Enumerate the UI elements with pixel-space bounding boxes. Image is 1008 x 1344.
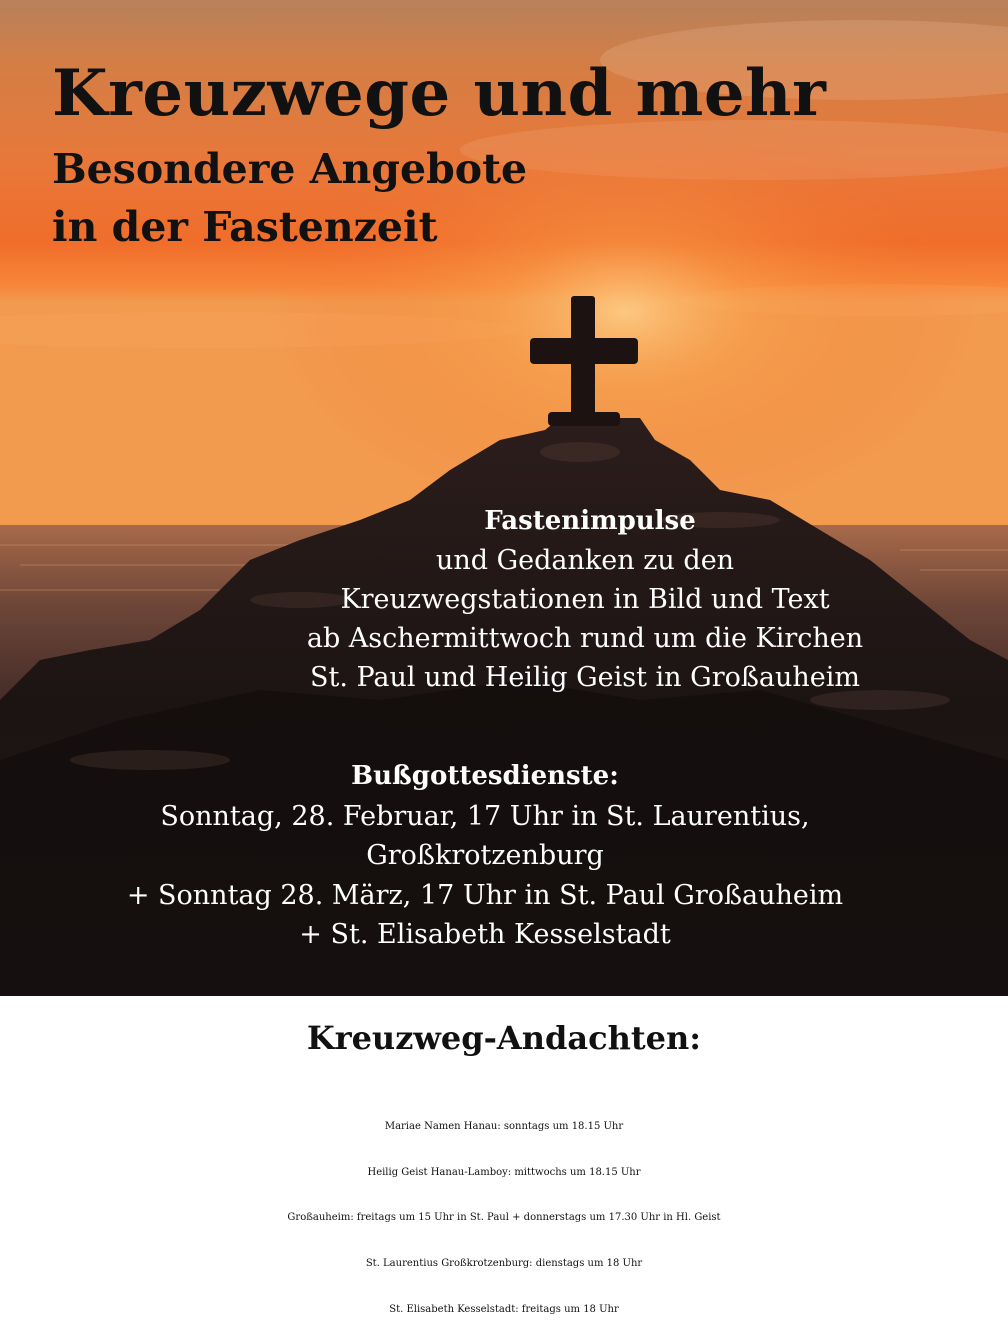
fastenimpulse-line: ab Aschermittwoch rund um die Kirchen: [306, 623, 864, 654]
fastenimpulse-line: St. Paul und Heilig Geist in Großauheim: [309, 662, 861, 693]
fastenimpulse-line: Kreuzwegstationen in Bild und Text: [340, 584, 830, 615]
kreuzweg-item: St. Elisabeth Kesselstadt: freitags um 18 Uhr: [389, 1303, 619, 1315]
fastenimpulse-heading: Fastenimpulse: [484, 506, 696, 536]
bussgottesdienste-line: Großkrotzenburg: [366, 840, 604, 871]
kreuzweg-list: [0, 1104, 1008, 1333]
bussgottesdienste-section: [80, 757, 890, 955]
kreuzweg-item: Mariae Namen Hanau: sonntags um 18.15 Uhr: [384, 1121, 624, 1132]
bussgottesdienste-line: + St. Elisabeth Kesselstadt: [299, 919, 671, 950]
bussgottesdienste-line: Sonntag, 28. Februar, 17 Uhr in St. Laurentius,: [160, 800, 810, 832]
subtitle-line: Besondere Angebote: [52, 145, 528, 193]
fastenimpulse-section: [230, 502, 940, 697]
subtitle-line: in der Fastenzeit: [52, 203, 438, 251]
bussgottesdienste-line: + Sonntag 28. März, 17 Uhr in St. Paul Großauheim: [126, 879, 844, 911]
kreuzweg-item: Heilig Geist Hanau-Lamboy: mittwochs um 18.15 Uhr: [367, 1166, 641, 1178]
fastenimpulse-line: und Gedanken zu den: [435, 545, 735, 576]
title-block: [52, 52, 826, 256]
kreuzweg-item: St. Laurentius Großkrotzenburg: dienstags um 18 Uhr: [365, 1258, 643, 1270]
kreuzweg-heading: Kreuzweg-Andachten:: [306, 1019, 702, 1057]
main-title: Kreuzwege und mehr: [52, 56, 827, 131]
bussgottesdienste-heading: Bußgottesdienste:: [351, 761, 619, 791]
kreuzweg-section: [0, 996, 1008, 1344]
subtitle: [52, 140, 826, 256]
kreuzweg-item: Großauheim: freitags um 15 Uhr in St. Paul + donnerstags um 17.30 Uhr in Hl. Geist: [287, 1212, 721, 1224]
